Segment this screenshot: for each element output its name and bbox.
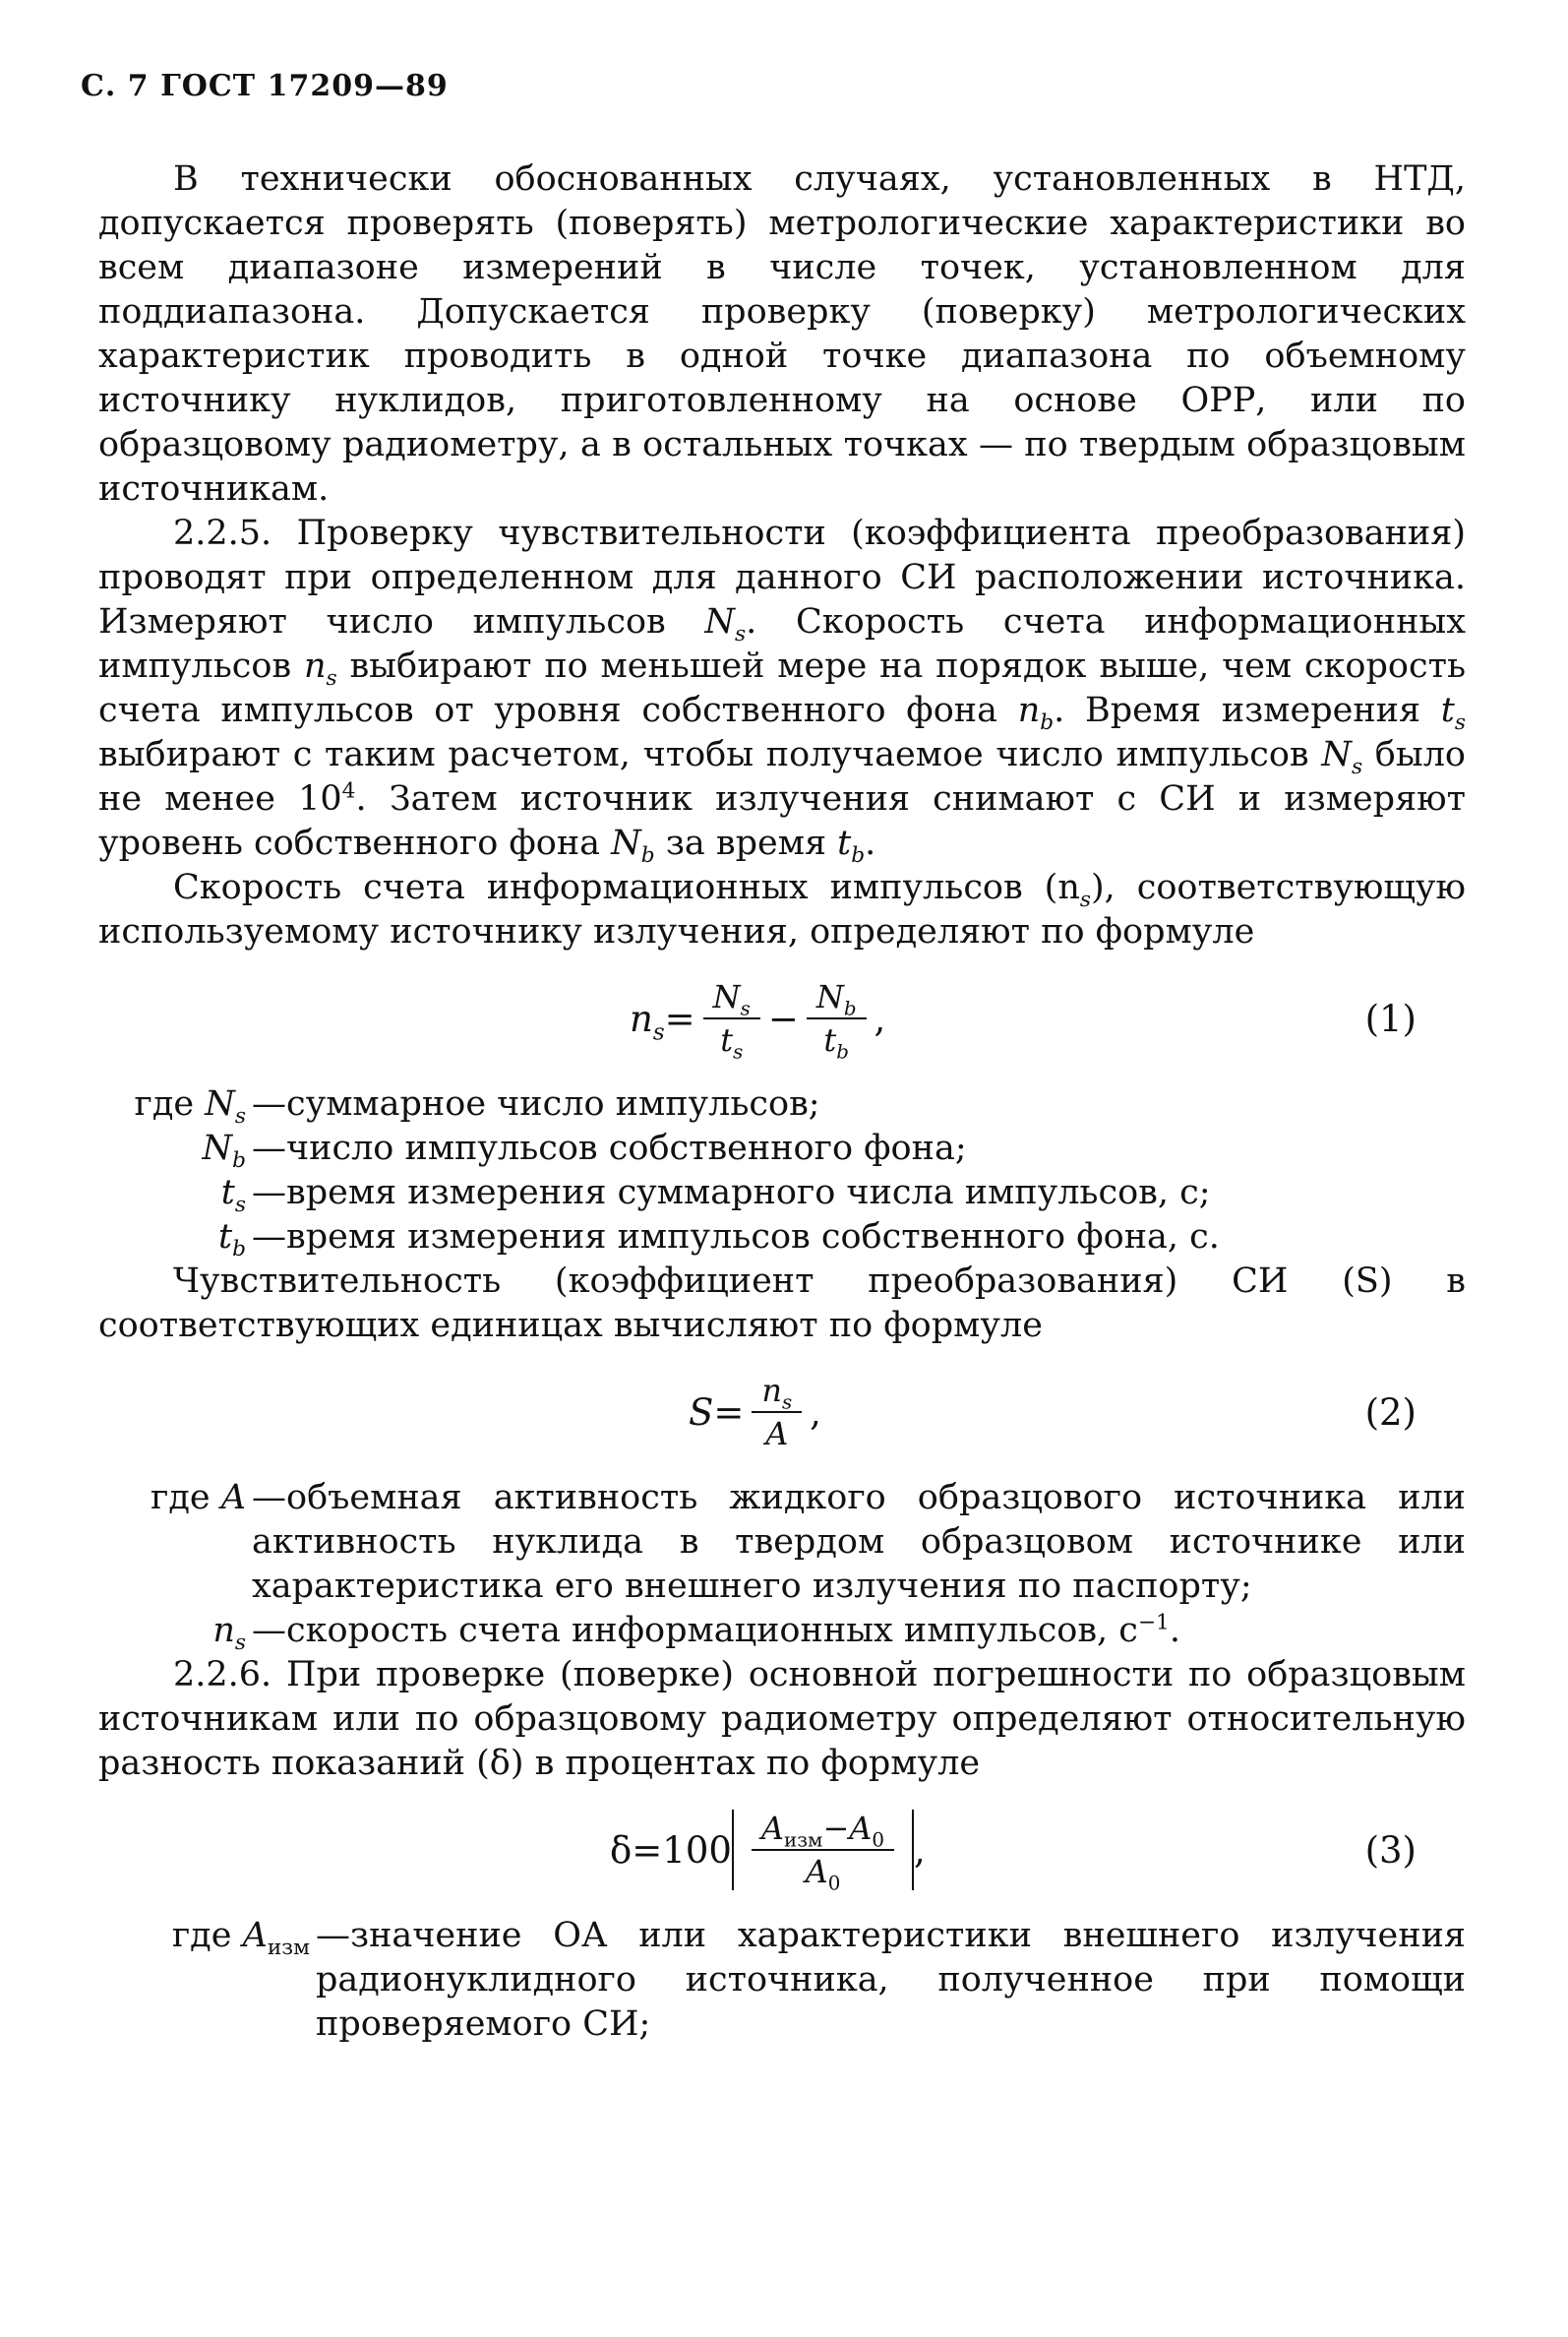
def-prefix: где (171, 1916, 243, 1955)
formula-subscript: s (652, 1018, 665, 1045)
def-symbol: N (205, 1084, 235, 1124)
text-run: Проверку чувствительности (коэффициента преобразования) проводят при определенном для данного СИ расположении источника. Измеряют число импульсов (98, 514, 1466, 642)
paragraph-2-2-6: 2.2.6. При проверке (поверке) основной погрешности по образцовым источникам или по образцовому радиометру определяют относительную разность показаний (δ) в процентах по формуле (98, 1655, 1466, 1783)
paragraph-sensitivity: Чувствительность (коэффициент преобразования) СИ (S) в соответствующих единицах вычисляют по формуле (98, 1261, 1466, 1345)
def-text: —скорость счета информационных импульсов, с (252, 1611, 1138, 1650)
formula-2 (98, 1358, 1466, 1466)
def-prefix: где (134, 1084, 206, 1124)
exponent: 4 (341, 778, 356, 804)
text-run: за время (654, 824, 838, 863)
def-text: —число импульсов собственного фона; (252, 1129, 967, 1168)
formula-number-2: (2) (1364, 1390, 1417, 1434)
equals-sign: = (713, 1390, 745, 1434)
def-text: —суммарное число импульсов; (252, 1084, 820, 1124)
numerator: A (849, 1810, 873, 1847)
text-run: ), соответствующую используемому источнику излучения, определяют по формуле (98, 868, 1466, 952)
paragraph-rate: Скорость счета информационных импульсов $(n_s)$, соответствующую используемому источнику излучения, определяют по формуле (98, 868, 1466, 952)
formula-subscript: 0 (872, 1828, 885, 1852)
def-subscript: b (232, 1237, 246, 1261)
def-end: . (1169, 1611, 1180, 1650)
def-subscript: s (234, 1193, 246, 1217)
denominator: A (805, 1853, 828, 1890)
formula-subscript: b (843, 997, 857, 1020)
formula-subscript: s (733, 1040, 744, 1064)
def-symbol: t (220, 1173, 235, 1212)
formula-subscript: s (740, 997, 751, 1020)
text-run: было не менее 10 (98, 735, 1466, 819)
def-symbol: n (212, 1611, 235, 1650)
definition-row (98, 1914, 1466, 2047)
numerator: N (815, 978, 844, 1015)
def-symbol: A (242, 1916, 268, 1955)
page-header: С. 7 ГОСТ 17209—89 (81, 69, 449, 103)
definition-row (98, 1082, 1466, 1127)
fraction-error (752, 1810, 894, 1895)
def-text: —время измерения суммарного числа импульсов, с; (252, 1173, 1211, 1212)
paragraph-2-2-5: 2.2.5. Проверку чувствительности (коэффициента преобразования) проводят при определенном для данного СИ расположении источника. Измеряют число импульсов $N_s$. Скорость счета информационных импульсов $n_s$ выбирают по меньшей мере на порядок выше, чем скорость счета импульсов от уровня собственного фона $n_b$. Время измерения $t_s$ выбирают с таким расчетом, чтобы получаемое число импульсов $N_s$ было не менее $10^4$. Затем источник излучения снимают с СИ и измеряют уровень собственного фона $N_b$ за время $t_b$. (98, 514, 1466, 868)
def-symbol: N (202, 1129, 233, 1168)
comma: , (874, 997, 886, 1040)
def-symbol: A (220, 1478, 246, 1517)
equals-sign: = (664, 997, 695, 1040)
definition-row (98, 1215, 1466, 1260)
definition-row (98, 1127, 1466, 1171)
formula-subscript: изм (784, 1828, 823, 1852)
paragraph-intro: В технически обоснованных случаях, установленных в НТД, допускается проверять (поверять) метрологические характеристики во всем диапазоне измерений в числе точек, установленном для поддиапазона. Допускается проверку (поверку) метрологических характеристик проводить в одной точке диапазона по объемному источнику нуклидов, приготовленному на основе ОРР, или по образцовому радиометру, а в остальных точках — по твердым образцовым источникам. (98, 159, 1466, 509)
comma: , (914, 1828, 926, 1872)
definition-row (98, 1609, 1466, 1653)
absolute-value (732, 1810, 914, 1895)
formula-3 (98, 1796, 1466, 1904)
formula-1 (98, 964, 1466, 1073)
formula-number-1: (1) (1364, 997, 1417, 1040)
definition-row (98, 1476, 1466, 1609)
def-subscript: s (234, 1104, 246, 1129)
fraction-ns-ts (703, 978, 760, 1064)
definitions-formula-2 (98, 1476, 1466, 1653)
clause-number: 2.2.5. (173, 514, 272, 553)
fraction-ns-a (752, 1372, 802, 1452)
def-subscript: изм (267, 1936, 310, 1960)
minus-sign: − (767, 997, 799, 1040)
denominator: t (720, 1021, 734, 1059)
formula-subscript: s (781, 1390, 793, 1414)
def-subscript: b (232, 1148, 246, 1173)
def-text: —значение ОА или характеристики внешнего излучения радионуклидного источника, полученное при помощи проверяемого СИ; (316, 1916, 1466, 2044)
denominator: t (823, 1021, 837, 1059)
formula-subscript: 0 (827, 1872, 841, 1895)
text-run: . Скорость счета информационных импульсов (98, 602, 1466, 686)
numerator: N (712, 978, 741, 1015)
fraction-nb-tb (807, 978, 867, 1064)
text-run: . Время измерения (1054, 691, 1441, 730)
equals-sign: = (632, 1828, 663, 1872)
def-text: —объемная активность жидкого образцового источника или активность нуклида в твердом образцовом источнике или характеристика его внешнего излучения по паспорту; (252, 1478, 1466, 1606)
def-prefix: где (150, 1478, 221, 1517)
text-run: выбирают по меньшей мере на порядок выше, чем скорость счета импульсов от уровня собственного фона (98, 646, 1466, 730)
formula-symbol: δ (610, 1828, 633, 1872)
text-run: Скорость счета информационных импульсов (n (173, 868, 1080, 907)
formula-symbol: S (689, 1390, 714, 1434)
formula-subscript: b (836, 1040, 849, 1064)
text-run: . (865, 824, 876, 863)
formula-symbol: n (630, 997, 653, 1040)
definition-row (98, 1171, 1466, 1215)
formula-number-3: (3) (1364, 1828, 1417, 1872)
numerator: A (760, 1810, 785, 1847)
def-text: —время измерения импульсов собственного фона, с. (252, 1217, 1220, 1257)
def-subscript: s (234, 1630, 246, 1655)
comma: , (810, 1390, 821, 1434)
exponent: −1 (1137, 1610, 1170, 1635)
def-symbol: t (218, 1217, 233, 1257)
coefficient: 100 (662, 1828, 732, 1872)
definitions-formula-1 (98, 1082, 1466, 1260)
numerator: n (761, 1372, 782, 1409)
minus-sign: − (822, 1810, 850, 1847)
text-run: выбирают с таким расчетом, чтобы получаемое число импульсов (98, 735, 1322, 774)
definitions-formula-3 (98, 1914, 1466, 2047)
document-body (98, 157, 1466, 2047)
denominator: A (765, 1415, 789, 1452)
text-run: . Затем источник излучения снимают с СИ и измеряют уровень собственного фона (98, 779, 1466, 863)
